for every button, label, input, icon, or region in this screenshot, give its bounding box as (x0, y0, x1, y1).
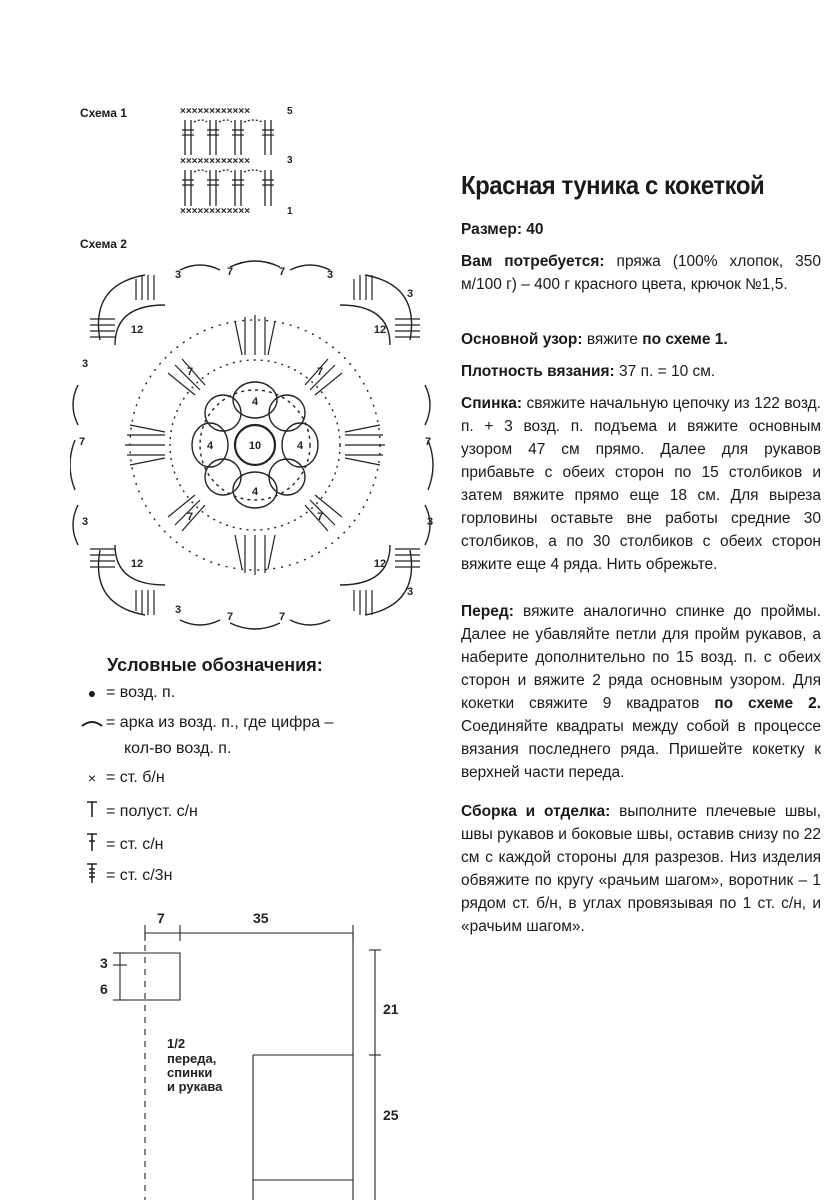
dc-icon (78, 832, 106, 858)
svg-text:12: 12 (130, 558, 144, 570)
materials-paragraph: Вам потребуется: пряжа (100% хлопок, 350 м/100 г) – 400 г красного цвета, крючок №1,5. (461, 253, 822, 293)
dim-armhole: 21 (383, 1001, 399, 1017)
triple-dc-icon (78, 862, 106, 890)
legend-item-arch: = арка из возд. п., где цифра – (78, 712, 333, 734)
front-paragraph: Перед: вяжите аналогично спинке до проймы. Далее не убавляйте петли для пройм рукавов, а наберите дополнительно по 15 возд. п. с обеих сторон и вяжите 2 ряда основным узором. Для кокетки свяжите 9 квадратов по схеме 2. Соединяйте квадраты между собой в процессе вязания последнего ряда. Пришейте кокетку к верхней части переда. (461, 603, 821, 781)
gauge-line: Плотность вязания: 37 п. = 10 см. (461, 363, 716, 380)
scheme1-label: Схема 1 (80, 106, 127, 120)
scheme2-diagram (70, 255, 440, 635)
svg-text:12: 12 (130, 324, 144, 336)
scheme1-diagram (170, 100, 300, 220)
svg-text:4: 4 (251, 486, 259, 498)
arch-icon (78, 712, 106, 734)
neckline (120, 953, 180, 1000)
center-count: 10 (248, 440, 262, 452)
legend-item-hdc: = полуст. с/н (78, 800, 198, 822)
svg-text:12: 12 (373, 324, 387, 336)
svg-text:3: 3 (406, 288, 414, 300)
scheme1-row-crosses: ×××××××××××× (180, 106, 251, 117)
legend-item-sc: × = ст. б/н (78, 767, 165, 789)
svg-text:переда,: переда, (167, 1051, 217, 1066)
pattern-drawing (95, 905, 415, 1200)
assembly-paragraph: Сборка и отделка: выполните плечевые швы, швы рукавов и боковые швы, оставив снизу по 22 см с каждой стороны для разрезов. Низ изделия обвяжите по кругу «рачьим шагом», воротник – 1 рядом ст. б/н, в углах провязывая по 1 ст. с/н, и «рачьим шагом». (461, 803, 821, 935)
svg-text:7: 7 (424, 436, 432, 448)
svg-text:3: 3 (406, 586, 414, 598)
dim-body: 25 (383, 1107, 399, 1123)
svg-text:3: 3 (81, 358, 89, 370)
svg-text:3: 3 (426, 516, 434, 528)
svg-text:7: 7 (316, 366, 324, 378)
cross-icon: × (87, 770, 97, 786)
svg-text:7: 7 (278, 611, 286, 623)
caption-line-1: 1/2 (167, 1036, 186, 1051)
dim-width-main: 35 (253, 910, 269, 926)
svg-text:4: 4 (206, 440, 214, 452)
svg-text:4: 4 (296, 440, 304, 452)
dot-icon: ● (87, 685, 97, 701)
legend-item-chain: ● = возд. п. (78, 682, 175, 704)
size-line: Размер: 40 (461, 221, 544, 238)
svg-text:3: 3 (81, 516, 89, 528)
svg-text:××××××××××××: ×××××××××××× (180, 156, 251, 167)
legend-item-arch-cont: кол-во возд. п. (124, 740, 232, 757)
half-dc-icon (78, 800, 106, 824)
dim-neck-depth: 3 (100, 955, 108, 971)
svg-text:7: 7 (226, 266, 234, 278)
dim-neck-height: 6 (100, 981, 108, 997)
outer-arches-left (70, 385, 78, 545)
back-paragraph: Спинка: свяжите начальную цепочку из 122 возд. п. + 3 возд. п. подъема и вяжите основным узором 47 см прямо. Далее для рукавов прибавьте с обеих сторон по 15 столбиков и затем вяжите прямо еще 18 см. Для выреза горловины оставьте вне работы средние 30 столбиков, а по 30 столбиков с обеих сторон вяжите еще 4 ряда. Нить обрежьте. (461, 395, 821, 573)
svg-text:3: 3 (174, 604, 182, 616)
svg-text:7: 7 (186, 511, 194, 523)
svg-text:спинки: спинки (167, 1065, 213, 1080)
svg-text:7: 7 (78, 436, 86, 448)
armhole (253, 1055, 353, 1200)
main-pattern-line: Основной узор: вяжите по схеме 1. (461, 331, 728, 348)
svg-text:7: 7 (316, 511, 324, 523)
legend-item-dc: = ст. с/н (78, 832, 164, 854)
svg-text:3: 3 (174, 269, 182, 281)
legend-title: Условные обозначения: (107, 655, 323, 675)
svg-text:3: 3 (326, 269, 334, 281)
svg-text:4: 4 (251, 396, 259, 408)
article-title: Красная туника с кокеткой (461, 170, 765, 200)
svg-text:и рукава: и рукава (167, 1079, 223, 1094)
row-marker-3: 3 (287, 155, 293, 166)
scheme2-label: Схема 2 (80, 237, 127, 251)
svg-text:7: 7 (186, 366, 194, 378)
svg-text:7: 7 (278, 266, 286, 278)
svg-text:7: 7 (226, 611, 234, 623)
dim-width-offset: 7 (157, 910, 165, 926)
legend-item-tr: = ст. с/3н (78, 862, 172, 884)
svg-text:12: 12 (373, 558, 387, 570)
row-marker-5: 5 (287, 106, 293, 117)
svg-text:××××××××××××: ×××××××××××× (180, 206, 251, 217)
row-marker-1: 1 (287, 206, 293, 217)
